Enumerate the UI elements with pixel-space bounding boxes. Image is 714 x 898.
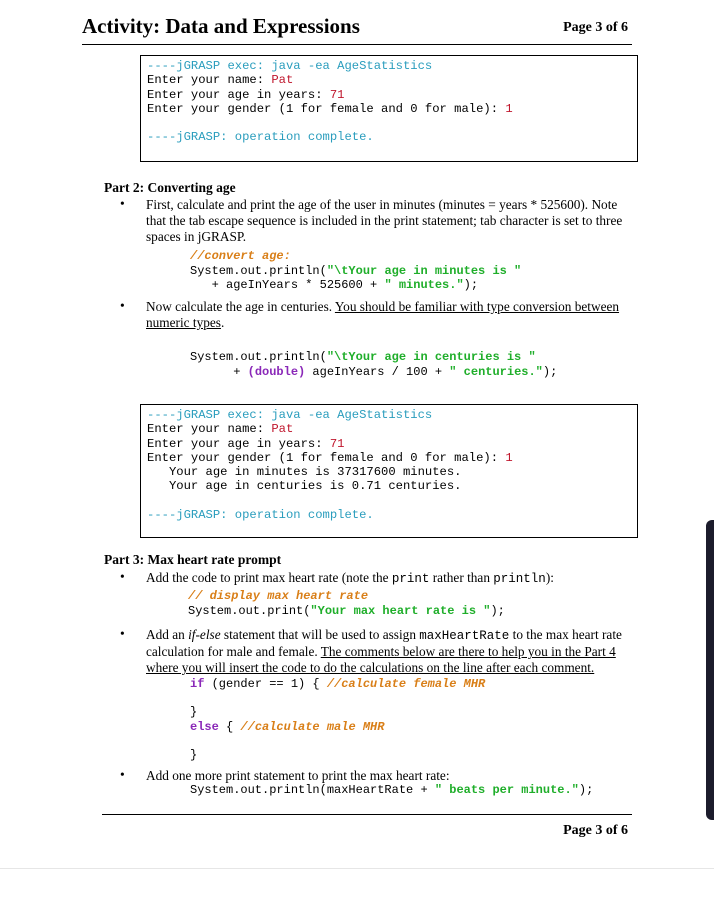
part2-heading: Part 2: Converting age <box>104 180 236 195</box>
part3-bullet3-text: Add one more print statement to print the max heart rate: <box>146 768 450 783</box>
page-footer <box>102 814 632 838</box>
console-centuries-line: Your age in centuries is 0.71 centuries. <box>147 479 462 494</box>
console-name-line: Enter your name: Pat <box>147 422 294 437</box>
console-age-line: Enter your age in years: 71 <box>147 436 345 451</box>
part2-bullet1-text: First, calculate and print the age of the user in minutes (minutes = years * 525600). Note that the tab escape sequence is included in the print statement; tab character is set to three spaces in jGRASP. <box>146 197 623 245</box>
code-block-print-mhr: // display max heart rate System.out.print("Your max heart rate is "); <box>188 589 505 618</box>
code-block-convert-age: //convert age: System.out.println("\tYour age in minutes is " + ageInYears * 525600 + " minutes."); <box>190 249 522 292</box>
console-output-1 <box>140 55 638 162</box>
bullet-marker: • <box>120 626 125 641</box>
console-age-line: Enter your age in years: 71 <box>147 87 345 102</box>
bullet-marker: • <box>120 298 125 313</box>
console-complete-line: ----jGRASP: operation complete. <box>147 130 374 145</box>
bullet-marker: • <box>120 569 125 584</box>
part3-bullet1-text: Add the code to print max heart rate (note the print rather than println): <box>146 570 554 586</box>
code-block-centuries: System.out.println("\tYour age in centuries is " + (double) ageInYears / 100 + " centuries."); <box>190 350 558 379</box>
part2-bullet2-text: Now calculate the age in centuries. You should be familiar with type conversion between numeric types. <box>146 299 620 331</box>
console-name-line: Enter your name: Pat <box>147 73 294 88</box>
page-number: Page 3 of 6 <box>563 20 628 35</box>
console-exec-line: ----jGRASP exec: java -ea AgeStatistics <box>147 59 433 73</box>
console-gender-line: Enter your gender (1 for female and 0 for male): 1 <box>147 101 513 116</box>
console-output-2 <box>140 404 638 538</box>
page-header <box>82 12 632 45</box>
console-exec-line: ----jGRASP exec: java -ea AgeStatistics <box>147 408 433 422</box>
console-gender-line: Enter your gender (1 for female and 0 for male): 1 <box>147 450 513 465</box>
code-block-print-bpm: System.out.println(maxHeartRate + " beats per minute."); <box>190 783 594 797</box>
console-minutes-line: Your age in minutes is 37317600 minutes. <box>147 465 462 480</box>
code-block-if-else: if (gender == 1) { //calculate female MHR } else { //calculate male MHR } <box>190 677 486 763</box>
bullet-marker: • <box>120 196 125 211</box>
console-complete-line: ----jGRASP: operation complete. <box>147 507 374 522</box>
footer-page-number: Page 3 of 6 <box>563 823 628 838</box>
part3-bullet2-text: Add an if-else statement that will be used to assign maxHeartRate to the max heart rate calculation for male and female. The comments below are there to help you in the Part 4 where you will insert the code to do the calculations on the line after each comment. <box>146 627 622 676</box>
bullet-marker: • <box>120 767 125 782</box>
part3-heading: Part 3: Max heart rate prompt <box>104 552 282 567</box>
scrollbar-edge[interactable] <box>706 520 714 820</box>
viewer-divider <box>0 868 714 869</box>
page-title: Activity: Data and Expressions <box>82 14 360 38</box>
